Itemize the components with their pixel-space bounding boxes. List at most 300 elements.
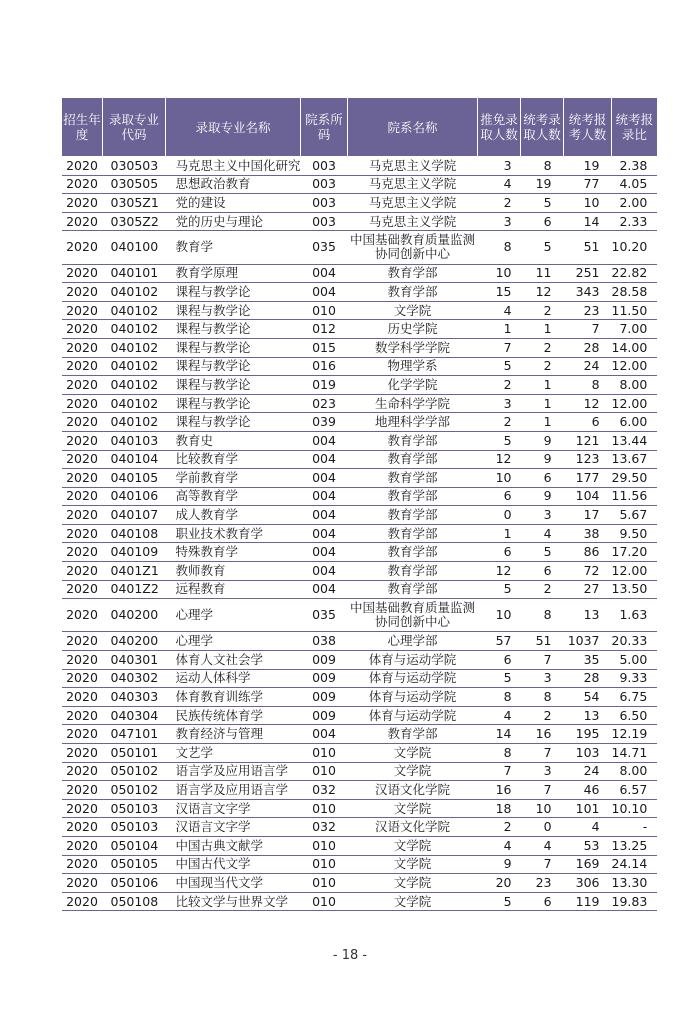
cell-ratio: - [612,818,658,837]
cell-dept-code: 004 [301,469,348,488]
cell-recommended: 18 [478,799,521,818]
cell-year: 2020 [62,338,103,357]
cell-dept-name: 教育学部 [348,283,478,302]
cell-ratio: 4.05 [612,175,658,194]
cell-year: 2020 [62,283,103,302]
cell-major-code: 040102 [103,394,166,413]
cell-year: 2020 [62,450,103,469]
cell-recommended: 7 [478,338,521,357]
cell-exam-applicants: 306 [564,874,612,893]
cell-exam-admitted: 3 [521,669,564,688]
table-row [62,157,658,176]
cell-ratio: 6.57 [612,781,658,800]
header-dept-code: 院系所码 [301,98,348,157]
cell-dept-name: 历史学院 [348,320,478,339]
table-row [62,487,658,506]
cell-dept-name: 体育与运动学院 [348,688,478,707]
cell-major-name: 汉语言文字学 [166,799,301,818]
cell-dept-code: 010 [301,744,348,763]
table-row [62,194,658,213]
cell-exam-admitted: 5 [521,231,564,264]
table-row [62,469,658,488]
cell-ratio: 12.00 [612,357,658,376]
cell-major-name: 中国古典文献学 [166,836,301,855]
cell-recommended: 7 [478,762,521,781]
cell-recommended: 9 [478,855,521,874]
table-row [62,669,658,688]
header-major-name: 录取专业名称 [166,98,301,157]
cell-ratio: 5.00 [612,651,658,670]
cell-ratio: 11.50 [612,301,658,320]
cell-recommended: 2 [478,376,521,395]
cell-exam-applicants: 28 [564,338,612,357]
cell-major-name: 思想政治教育 [166,175,301,194]
cell-dept-code: 004 [301,487,348,506]
cell-exam-applicants: 7 [564,320,612,339]
cell-dept-name: 汉语文化学院 [348,781,478,800]
cell-exam-admitted: 6 [521,892,564,911]
cell-exam-admitted: 9 [521,450,564,469]
cell-exam-admitted: 5 [521,543,564,562]
header-recommended: 推免录取人数 [478,98,521,157]
cell-year: 2020 [62,855,103,874]
cell-dept-code: 038 [301,632,348,651]
table-row [62,688,658,707]
cell-dept-code: 035 [301,599,348,632]
cell-year: 2020 [62,301,103,320]
cell-major-name: 比较文学与世界文学 [166,892,301,911]
cell-ratio: 14.71 [612,744,658,763]
cell-year: 2020 [62,212,103,231]
cell-exam-admitted: 2 [521,357,564,376]
cell-major-code: 040102 [103,320,166,339]
cell-recommended: 0 [478,506,521,525]
table-row [62,394,658,413]
cell-dept-name: 教育学部 [348,543,478,562]
cell-major-code: 040303 [103,688,166,707]
cell-year: 2020 [62,706,103,725]
table-row [62,376,658,395]
cell-major-code: 040102 [103,301,166,320]
cell-exam-applicants: 119 [564,892,612,911]
cell-recommended: 5 [478,431,521,450]
cell-year: 2020 [62,632,103,651]
cell-exam-applicants: 13 [564,706,612,725]
cell-dept-code: 010 [301,799,348,818]
table-row [62,212,658,231]
cell-major-name: 体育人文社会学 [166,651,301,670]
cell-major-code: 040107 [103,506,166,525]
cell-ratio: 29.50 [612,469,658,488]
cell-recommended: 4 [478,301,521,320]
cell-dept-name: 文学院 [348,762,478,781]
cell-exam-admitted: 3 [521,762,564,781]
table-row [62,651,658,670]
cell-major-code: 030503 [103,157,166,176]
cell-dept-code: 004 [301,580,348,599]
cell-dept-code: 019 [301,376,348,395]
cell-major-code: 050104 [103,836,166,855]
table-row [62,320,658,339]
cell-year: 2020 [62,175,103,194]
cell-exam-admitted: 7 [521,651,564,670]
cell-year: 2020 [62,762,103,781]
cell-dept-code: 004 [301,562,348,581]
cell-exam-admitted: 3 [521,506,564,525]
cell-ratio: 20.33 [612,632,658,651]
cell-year: 2020 [62,506,103,525]
cell-ratio: 1.63 [612,599,658,632]
cell-recommended: 2 [478,413,521,432]
cell-year: 2020 [62,688,103,707]
cell-exam-applicants: 54 [564,688,612,707]
cell-ratio: 2.38 [612,157,658,176]
cell-exam-applicants: 101 [564,799,612,818]
cell-year: 2020 [62,799,103,818]
cell-exam-applicants: 17 [564,506,612,525]
cell-dept-code: 003 [301,212,348,231]
cell-major-code: 050105 [103,855,166,874]
cell-major-name: 课程与教学论 [166,283,301,302]
cell-major-name: 语言学及应用语言学 [166,762,301,781]
cell-exam-admitted: 9 [521,487,564,506]
cell-exam-admitted: 4 [521,524,564,543]
cell-recommended: 6 [478,487,521,506]
cell-recommended: 10 [478,469,521,488]
cell-dept-code: 004 [301,506,348,525]
header-row [62,98,658,157]
cell-major-code: 040106 [103,487,166,506]
cell-major-name: 教育学原理 [166,264,301,283]
cell-dept-name: 文学院 [348,836,478,855]
cell-dept-name: 数学科学学院 [348,338,478,357]
cell-dept-code: 039 [301,413,348,432]
cell-exam-admitted: 11 [521,264,564,283]
cell-year: 2020 [62,157,103,176]
cell-ratio: 11.56 [612,487,658,506]
cell-exam-applicants: 123 [564,450,612,469]
cell-major-code: 047101 [103,725,166,744]
table-row [62,450,658,469]
cell-dept-name: 地理科学学部 [348,413,478,432]
cell-major-code: 0401Z2 [103,580,166,599]
cell-exam-admitted: 6 [521,562,564,581]
cell-dept-name: 文学院 [348,892,478,911]
cell-major-name: 民族传统体育学 [166,706,301,725]
cell-major-name: 文艺学 [166,744,301,763]
cell-year: 2020 [62,725,103,744]
cell-exam-applicants: 72 [564,562,612,581]
cell-exam-admitted: 1 [521,320,564,339]
cell-year: 2020 [62,599,103,632]
cell-major-name: 比较教育学 [166,450,301,469]
cell-major-code: 050103 [103,818,166,837]
cell-exam-applicants: 4 [564,818,612,837]
cell-major-name: 心理学 [166,632,301,651]
cell-recommended: 5 [478,669,521,688]
table-row [62,357,658,376]
table-row [62,231,658,264]
cell-ratio: 6.00 [612,413,658,432]
cell-dept-name: 教育学部 [348,524,478,543]
cell-recommended: 2 [478,194,521,213]
cell-dept-name: 教育学部 [348,469,478,488]
cell-major-code: 050103 [103,799,166,818]
table-row [62,283,658,302]
cell-year: 2020 [62,431,103,450]
header-year: 招生年度 [62,98,103,157]
cell-exam-admitted: 8 [521,599,564,632]
cell-major-name: 体育教育训练学 [166,688,301,707]
header-exam-admitted: 统考录取人数 [521,98,564,157]
cell-dept-name: 教育学部 [348,487,478,506]
table-row [62,264,658,283]
cell-exam-applicants: 38 [564,524,612,543]
cell-dept-name: 马克思主义学院 [348,157,478,176]
table-row [62,599,658,632]
cell-year: 2020 [62,781,103,800]
cell-exam-admitted: 51 [521,632,564,651]
cell-major-name: 教师教育 [166,562,301,581]
cell-major-name: 中国现当代文学 [166,874,301,893]
cell-exam-applicants: 24 [564,762,612,781]
cell-recommended: 5 [478,357,521,376]
cell-exam-applicants: 169 [564,855,612,874]
cell-dept-code: 010 [301,874,348,893]
cell-year: 2020 [62,836,103,855]
cell-ratio: 13.44 [612,431,658,450]
cell-ratio: 8.00 [612,762,658,781]
cell-ratio: 13.67 [612,450,658,469]
page-number: - 18 - [332,948,368,963]
cell-major-code: 040304 [103,706,166,725]
cell-recommended: 57 [478,632,521,651]
cell-major-name: 远程教育 [166,580,301,599]
cell-major-code: 050101 [103,744,166,763]
cell-year: 2020 [62,744,103,763]
cell-exam-admitted: 2 [521,580,564,599]
cell-exam-admitted: 7 [521,781,564,800]
cell-major-code: 040301 [103,651,166,670]
cell-exam-applicants: 13 [564,599,612,632]
cell-ratio: 17.20 [612,543,658,562]
table-row [62,725,658,744]
cell-dept-code: 004 [301,264,348,283]
cell-major-code: 040102 [103,357,166,376]
cell-major-code: 040200 [103,599,166,632]
table-row [62,706,658,725]
cell-dept-code: 003 [301,157,348,176]
table-row [62,892,658,911]
cell-ratio: 13.25 [612,836,658,855]
cell-exam-applicants: 19 [564,157,612,176]
cell-major-name: 课程与教学论 [166,376,301,395]
cell-ratio: 13.30 [612,874,658,893]
cell-major-name: 课程与教学论 [166,301,301,320]
table-row [62,836,658,855]
cell-dept-code: 004 [301,283,348,302]
cell-dept-code: 010 [301,836,348,855]
cell-recommended: 8 [478,688,521,707]
cell-dept-name: 生命科学学院 [348,394,478,413]
cell-major-name: 心理学 [166,599,301,632]
cell-recommended: 8 [478,231,521,264]
cell-exam-admitted: 19 [521,175,564,194]
cell-major-code: 050102 [103,762,166,781]
cell-major-code: 030505 [103,175,166,194]
cell-exam-admitted: 0 [521,818,564,837]
cell-ratio: 24.14 [612,855,658,874]
cell-major-code: 050102 [103,781,166,800]
cell-recommended: 5 [478,892,521,911]
cell-dept-code: 009 [301,669,348,688]
cell-dept-name: 汉语文化学院 [348,818,478,837]
cell-major-code: 040102 [103,283,166,302]
cell-dept-name: 体育与运动学院 [348,651,478,670]
cell-year: 2020 [62,320,103,339]
cell-dept-name: 文学院 [348,874,478,893]
cell-dept-code: 010 [301,301,348,320]
cell-recommended: 5 [478,580,521,599]
cell-recommended: 3 [478,157,521,176]
table-row [62,818,658,837]
cell-exam-admitted: 7 [521,855,564,874]
cell-major-name: 学前教育学 [166,469,301,488]
cell-major-name: 课程与教学论 [166,320,301,339]
cell-exam-admitted: 16 [521,725,564,744]
cell-exam-applicants: 86 [564,543,612,562]
cell-dept-code: 010 [301,762,348,781]
cell-exam-applicants: 53 [564,836,612,855]
header-ratio: 统考报录比 [612,98,658,157]
cell-major-code: 040109 [103,543,166,562]
cell-major-code: 040102 [103,413,166,432]
cell-dept-code: 015 [301,338,348,357]
cell-recommended: 8 [478,744,521,763]
cell-exam-admitted: 2 [521,338,564,357]
cell-dept-name: 中国基础教育质量监测 协同创新中心 [348,231,478,264]
cell-ratio: 2.00 [612,194,658,213]
cell-year: 2020 [62,562,103,581]
cell-major-name: 职业技术教育学 [166,524,301,543]
cell-dept-code: 004 [301,543,348,562]
table-row [62,413,658,432]
cell-ratio: 9.50 [612,524,658,543]
cell-dept-name: 物理学系 [348,357,478,376]
cell-ratio: 12.00 [612,562,658,581]
cell-dept-name: 教育学部 [348,506,478,525]
cell-dept-name: 体育与运动学院 [348,669,478,688]
cell-exam-applicants: 195 [564,725,612,744]
cell-recommended: 12 [478,562,521,581]
cell-major-code: 040302 [103,669,166,688]
cell-dept-name: 教育学部 [348,264,478,283]
admission-table [61,97,658,911]
cell-ratio: 7.00 [612,320,658,339]
cell-ratio: 6.50 [612,706,658,725]
cell-major-name: 汉语言文字学 [166,818,301,837]
cell-ratio: 8.00 [612,376,658,395]
cell-dept-code: 009 [301,706,348,725]
cell-dept-code: 032 [301,781,348,800]
cell-ratio: 12.00 [612,394,658,413]
cell-year: 2020 [62,651,103,670]
cell-exam-applicants: 8 [564,376,612,395]
cell-major-code: 040108 [103,524,166,543]
cell-major-code: 040104 [103,450,166,469]
cell-dept-name: 马克思主义学院 [348,175,478,194]
cell-dept-code: 004 [301,524,348,543]
cell-recommended: 12 [478,450,521,469]
cell-major-code: 040105 [103,469,166,488]
cell-major-name: 中国古代文学 [166,855,301,874]
cell-dept-code: 010 [301,855,348,874]
cell-exam-admitted: 7 [521,744,564,763]
cell-dept-name: 文学院 [348,301,478,320]
cell-exam-admitted: 4 [521,836,564,855]
cell-recommended: 16 [478,781,521,800]
cell-exam-admitted: 6 [521,469,564,488]
cell-recommended: 20 [478,874,521,893]
table-row [62,506,658,525]
cell-dept-code: 004 [301,431,348,450]
cell-exam-admitted: 2 [521,301,564,320]
cell-exam-applicants: 343 [564,283,612,302]
cell-dept-code: 012 [301,320,348,339]
cell-exam-applicants: 6 [564,413,612,432]
cell-major-name: 课程与教学论 [166,413,301,432]
cell-dept-name: 马克思主义学院 [348,212,478,231]
cell-major-code: 040101 [103,264,166,283]
cell-dept-code: 016 [301,357,348,376]
cell-dept-name: 文学院 [348,855,478,874]
table-row [62,762,658,781]
cell-exam-admitted: 8 [521,688,564,707]
cell-exam-applicants: 24 [564,357,612,376]
cell-dept-code: 035 [301,231,348,264]
cell-major-name: 课程与教学论 [166,338,301,357]
cell-dept-name: 化学学院 [348,376,478,395]
cell-recommended: 6 [478,543,521,562]
cell-major-name: 运动人体科学 [166,669,301,688]
cell-ratio: 22.82 [612,264,658,283]
cell-recommended: 15 [478,283,521,302]
cell-exam-applicants: 14 [564,212,612,231]
cell-major-name: 教育学 [166,231,301,264]
cell-dept-name: 文学院 [348,799,478,818]
cell-major-code: 040100 [103,231,166,264]
cell-major-name: 成人教育学 [166,506,301,525]
table-row [62,874,658,893]
cell-exam-applicants: 12 [564,394,612,413]
header-exam-applicants: 统考报考人数 [564,98,612,157]
cell-recommended: 1 [478,524,521,543]
cell-dept-code: 009 [301,688,348,707]
cell-exam-admitted: 9 [521,431,564,450]
cell-exam-applicants: 1037 [564,632,612,651]
cell-major-code: 040103 [103,431,166,450]
cell-year: 2020 [62,487,103,506]
cell-exam-applicants: 77 [564,175,612,194]
cell-ratio: 28.58 [612,283,658,302]
cell-major-code: 0305Z2 [103,212,166,231]
cell-dept-code: 004 [301,450,348,469]
cell-ratio: 10.10 [612,799,658,818]
cell-exam-applicants: 46 [564,781,612,800]
cell-year: 2020 [62,469,103,488]
cell-dept-name: 体育与运动学院 [348,706,478,725]
cell-major-name: 课程与教学论 [166,357,301,376]
